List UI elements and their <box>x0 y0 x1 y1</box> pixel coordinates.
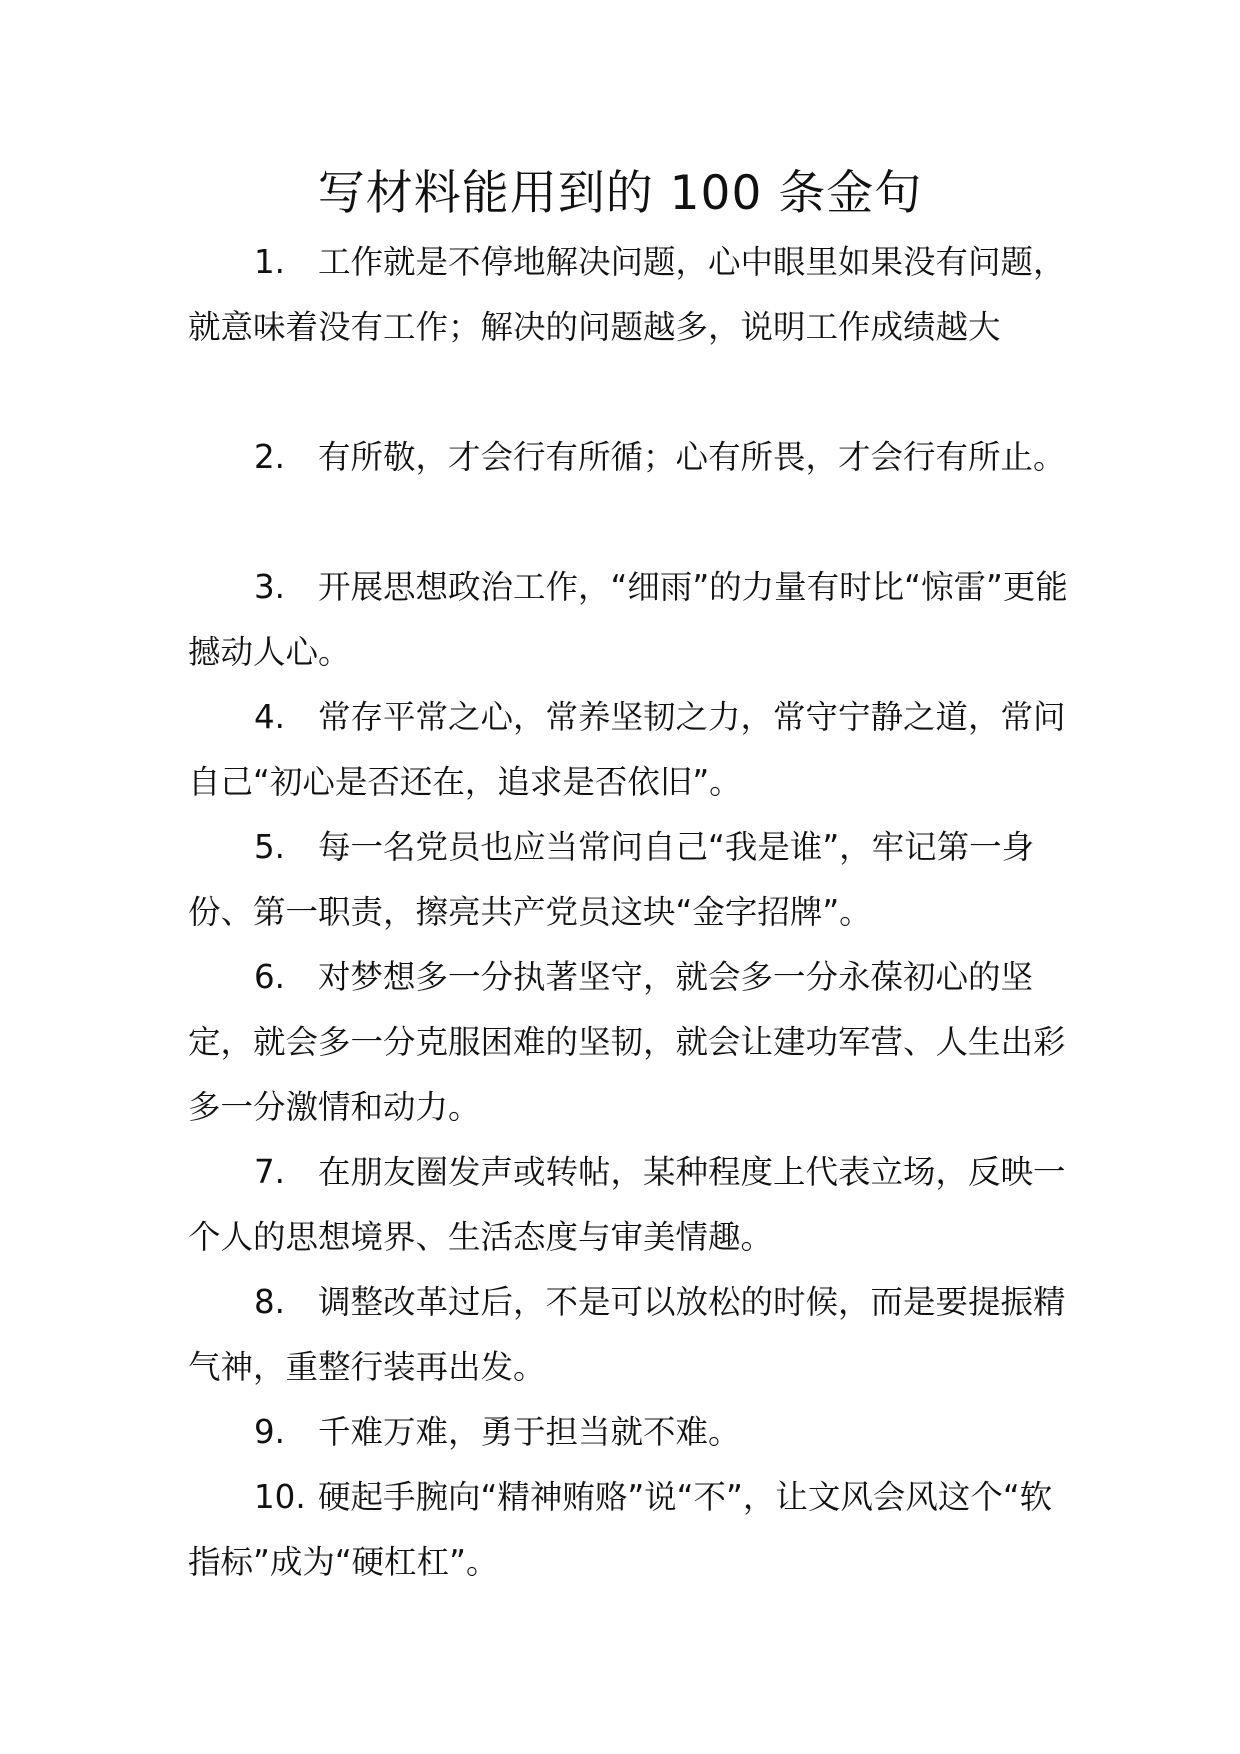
item-text: 工作就是不停地解决问题，心中眼里如果没有问题，就意味着没有工作；解决的问题越多，说明工作成绩越大 <box>188 243 1066 346</box>
list-item <box>188 555 1068 685</box>
item-text: 硬起手腕向“精神贿赂”说“不”，让文风会风这个“软指标”成为“硬杠杠”。 <box>188 1478 1053 1581</box>
item-text: 千难万难，勇于担当就不难。 <box>318 1413 741 1451</box>
item-text: 有所敬，才会行有所循；心有所畏，才会行有所止。 <box>318 438 1066 476</box>
item-number: 6. <box>254 958 286 996</box>
quote-list <box>188 230 1068 1595</box>
item-number: 4. <box>254 698 286 736</box>
item-text: 在朋友圈发声或转帖，某种程度上代表立场，反映一个人的思想境界、生活态度与审美情趣。 <box>188 1153 1066 1256</box>
list-item <box>188 685 1068 815</box>
list-item <box>188 1465 1068 1595</box>
item-number: 1. <box>254 243 286 281</box>
item-number: 5. <box>254 828 286 866</box>
list-item <box>188 1140 1068 1270</box>
document-title: 写材料能用到的 100 条金句 <box>317 166 923 221</box>
list-item <box>188 945 1068 1140</box>
item-number: 10. <box>254 1478 306 1516</box>
item-text: 开展思想政治工作，“细雨”的力量有时比“惊雷”更能撼动人心。 <box>188 568 1068 671</box>
item-number: 8. <box>254 1283 286 1321</box>
item-number: 2. <box>254 438 286 476</box>
list-item <box>188 425 1068 490</box>
item-text: 常存平常之心，常养坚韧之力，常守宁静之道，常问自己“初心是否还在，追求是否依旧”。 <box>188 698 1066 801</box>
item-number: 7. <box>254 1153 286 1191</box>
list-item <box>188 815 1068 945</box>
list-item <box>188 1400 1068 1465</box>
item-number: 9. <box>254 1413 286 1451</box>
list-item <box>188 1270 1068 1400</box>
item-text: 调整改革过后，不是可以放松的时候，而是要提振精气神，重整行装再出发。 <box>188 1283 1066 1386</box>
list-item <box>188 230 1068 360</box>
item-number: 3. <box>254 568 286 606</box>
item-text: 对梦想多一分执著坚守，就会多一分永葆初心的坚定，就会多一分克服困难的坚韧，就会让建功军营、人生出彩多一分激情和动力。 <box>188 958 1066 1126</box>
item-text: 每一名党员也应当常问自己“我是谁”，牢记第一身份、第一职责，擦亮共产党员这块“金字招牌”。 <box>188 828 1035 931</box>
